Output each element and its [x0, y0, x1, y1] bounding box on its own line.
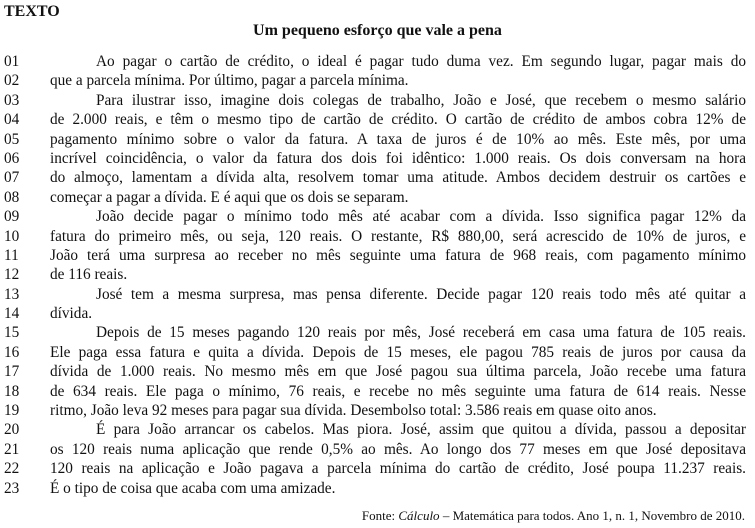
text-line — [4, 168, 748, 187]
line-number: 15 — [4, 324, 20, 342]
line-text: de 634 reais. Ele paga o mínimo, 76 reais, e recebe no mês seguinte uma fatura de 614 reais. Nesse — [50, 382, 746, 400]
text-line — [4, 71, 748, 90]
text-line — [4, 479, 748, 498]
line-text: João decide pagar o mínimo todo mês até acabar com a dívida. Isso significa pagar 12% da — [96, 208, 746, 226]
text-line — [4, 440, 748, 459]
text-line — [4, 265, 748, 284]
line-text: de 116 reais. — [50, 266, 128, 284]
line-text: Para ilustrar isso, imagine dois colegas de trabalho, João e José, que recebem o mesmo salário — [96, 91, 746, 109]
text-body — [4, 52, 748, 498]
source-citation — [362, 508, 745, 524]
source-details: – Matemática para todos. Ano 1, n. 1, Novembro de 2010. — [439, 508, 745, 523]
source-publication: Cálculo — [398, 508, 440, 523]
line-number: 06 — [4, 149, 20, 167]
line-number: 18 — [4, 382, 20, 400]
text-line — [4, 110, 748, 129]
line-number: 16 — [4, 343, 20, 361]
text-line — [4, 52, 748, 71]
text-line — [4, 149, 748, 168]
line-number: 05 — [4, 130, 20, 148]
line-number: 09 — [4, 208, 20, 226]
line-number: 17 — [4, 363, 20, 381]
text-line — [4, 343, 748, 362]
text-title: Um pequeno esforço que vale a pena — [253, 22, 502, 39]
text-line — [4, 304, 748, 323]
text-line — [4, 323, 748, 342]
line-number: 14 — [4, 305, 20, 323]
line-number: 19 — [4, 402, 20, 420]
text-line — [4, 382, 748, 401]
line-text: Ao pagar o cartão de crédito, o ideal é pagar tudo duma vez. Em segundo lugar, pagar mais do — [96, 53, 746, 70]
line-text: do almoço, lamentam a dívida alta, resolvem tomar uma atitude. Ambos decidem destruir os cartões e — [50, 169, 746, 187]
source-prefix: Fonte: — [361, 508, 399, 523]
line-text: 120 reais na aplicação e João pagava a parcela mínima do cartão de crédito, José poupa 11.237 reais. — [50, 460, 746, 478]
line-number: 04 — [4, 111, 20, 129]
line-text: incrível coincidência, o valor da fatura dos dois foi idêntico: 1.000 reais. Os dois conversam na hora — [50, 149, 746, 167]
line-text: de 2.000 reais, e têm o mesmo tipo de cartão de crédito. O cartão de crédito de ambos cobra 12% de — [50, 111, 746, 129]
line-text: fatura do primeiro mês, ou seja, 120 reais. O restante, R$ 880,00, será acrescido de 10% de juros, e — [50, 227, 746, 245]
line-number: 13 — [4, 285, 20, 303]
line-number: 20 — [4, 421, 20, 439]
line-number: 22 — [4, 460, 20, 478]
line-number: 11 — [4, 246, 19, 264]
line-text: Depois de 15 meses pagando 120 reais por mês, José receberá em casa uma fatura de 105 reais. — [96, 324, 746, 342]
line-text: os 120 reais numa aplicação que rende 0,5% ao mês. Ao longo dos 77 meses em que José depositava — [50, 440, 746, 458]
line-text: É para João arrancar os cabelos. Mas piora. José, assim que quitou a dívida, passou a depositar — [96, 421, 746, 439]
text-line — [4, 459, 748, 478]
text-line — [4, 130, 748, 149]
line-number: 02 — [4, 72, 20, 90]
line-number: 23 — [4, 479, 20, 497]
text-line — [4, 227, 748, 246]
text-line — [4, 246, 748, 265]
section-label: TEXTO — [4, 3, 60, 20]
text-line — [4, 91, 748, 110]
text-line — [4, 362, 748, 381]
line-number: 03 — [4, 91, 20, 109]
line-text: Ele paga essa fatura e quita a dívida. Depois de 15 meses, ele pagou 785 reais de juros por causa da — [50, 343, 746, 361]
line-text: dívida. — [50, 305, 93, 323]
line-number: 21 — [4, 440, 20, 458]
line-number: 07 — [4, 169, 20, 187]
line-number: 12 — [4, 266, 20, 284]
line-number: 10 — [4, 227, 20, 245]
text-line — [4, 207, 748, 226]
text-line — [4, 285, 748, 304]
line-text: José tem a mesma surpresa, mas pensa diferente. Decide pagar 120 reais todo mês até quitar a — [96, 285, 746, 303]
text-line — [4, 420, 748, 439]
line-text: que a parcela mínima. Por último, pagar a parcela mínima. — [50, 72, 409, 90]
text-line — [4, 188, 748, 207]
line-text: começar a pagar a dívida. E é aqui que os dois se separam. — [50, 188, 409, 206]
line-text: dívida de 1.000 reais. No mesmo mês em que José pagou sua última parcela, João recebe uma fatura — [50, 363, 746, 381]
line-text: pagamento mínimo sobre o valor da fatura. A taxa de juros é de 10% ao mês. Este mês, por uma — [50, 130, 746, 148]
line-text: João terá uma surpresa ao receber no mês seguinte uma fatura de 968 reais, com pagamento mínimo — [50, 246, 746, 264]
line-text: ritmo, João leva 92 meses para pagar sua dívida. Desembolso total: 3.586 reais em quase oito anos. — [50, 402, 657, 420]
line-number: 01 — [4, 53, 20, 70]
text-line — [4, 401, 748, 420]
line-text: É o tipo de coisa que acaba com uma amizade. — [50, 479, 336, 497]
line-number: 08 — [4, 188, 20, 206]
